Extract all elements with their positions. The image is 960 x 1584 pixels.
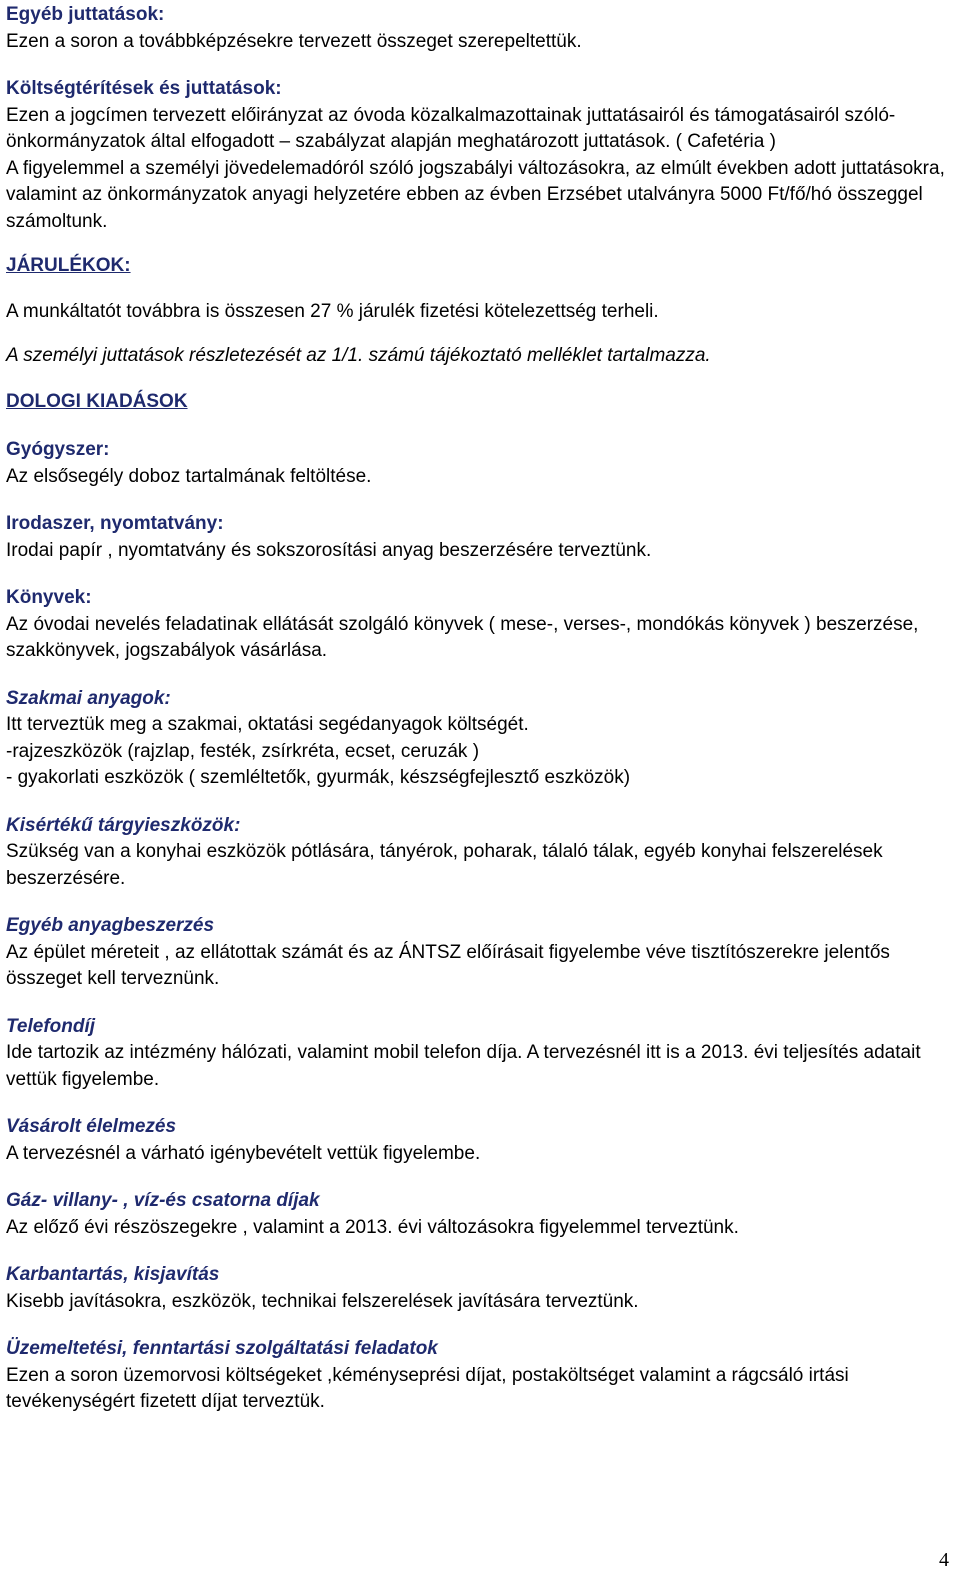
paragraph: Kisebb javításokra, eszközök, technikai felszerelések javítására terveztünk. xyxy=(6,1290,639,1312)
paragraph: Az óvodai nevelés feladatinak ellátását szolgáló könyvek ( mese-, verses-, mondókás könyvek ) beszerzése, szakkönyvek, jogszabályok vásárlása. xyxy=(6,613,919,661)
heading-dologi-kiadasok: DOLOGI KIADÁSOK xyxy=(6,390,188,412)
paragraph: Szükség van a konyhai eszközök pótlására, tányérok, poharak, tálaló tálak, egyéb konyhai felszerelések beszerzésére. xyxy=(6,841,883,889)
heading-koltsegteritesek: Költségtérítések és juttatások: xyxy=(6,78,282,99)
section-kisertek xyxy=(6,813,951,893)
heading-telefondij: Telefondíj xyxy=(6,1015,96,1037)
section-egyeb-anyagbeszerzes xyxy=(6,913,951,993)
section-jarulekok xyxy=(6,253,951,370)
page-number: 4 xyxy=(939,1549,949,1571)
paragraph: Ezen a jogcímen tervezett előirányzat az óvoda közalkalmazottainak juttatásairól és támogatásairól szóló- önkormányzatok által elfogadott – szabályzat alapján meghatározott juttatások. ( Cafetéria ) xyxy=(6,104,896,152)
section-dologi xyxy=(6,389,951,416)
heading-gaz-villany: Gáz- villany- , víz-és csatorna díjak xyxy=(6,1190,320,1211)
paragraph: A figyelemmel a személyi jövedelemadóról szóló jogszabályi változásokra, az elmúlt években adott juttatásokra, valamint az önkormányzatok anyagi helyzetére ebben az évben Erzsébet utalványra 5000 Ft/fő/hó összeggel számoltunk. xyxy=(6,157,945,232)
document-body xyxy=(6,2,951,1437)
heading-uzemeltetes: Üzemeltetési, fenntartási szolgáltatási feladatok xyxy=(6,1338,438,1359)
paragraph: - gyakorlati eszközök ( szemléltetők, gyurmák, készségfejlesztő eszközök) xyxy=(6,767,631,788)
section-koltsegteritesek xyxy=(6,76,951,235)
paragraph: Itt terveztük meg a szakmai, oktatási segédanyagok költségét. xyxy=(6,714,529,735)
paragraph: Irodai papír , nyomtatvány és sokszorosítási anyag beszerzésére terveztünk. xyxy=(6,539,652,561)
heading-kisertek: Kisértékű tárgyieszközök: xyxy=(6,814,241,836)
section-uzemeltetes xyxy=(6,1336,951,1416)
paragraph: Ezen a soron a továbbképzésekre tervezett összeget szerepeltettük. xyxy=(6,30,582,52)
heading-karbantartas: Karbantartás, kisjavítás xyxy=(6,1264,220,1285)
heading-konyvek: Könyvek: xyxy=(6,587,92,608)
heading-jarulekok: JÁRULÉKOK: xyxy=(6,255,131,276)
section-szakmai xyxy=(6,686,951,792)
paragraph: Ezen a soron üzemorvosi költségeket ,kéményseprési díjat, postaköltséget valamint a rágcsáló irtási tevékenységért fizetett díjat terveztük. xyxy=(6,1364,849,1412)
heading-egyeb-juttatasok: Egyéb juttatások: xyxy=(6,4,165,25)
heading-egyeb-anyagbeszerzes: Egyéb anyagbeszerzés xyxy=(6,915,215,936)
heading-szakmai-anyagok: Szakmai anyagok: xyxy=(6,687,171,709)
paragraph: Ide tartozik az intézmény hálózati, valamint mobil telefon díja. A tervezésnél itt is a 2013. évi teljesítés adatait vettük figyelembe. xyxy=(6,1042,921,1090)
heading-gyogyszer: Gyógyszer: xyxy=(6,439,110,460)
section-vasarolt-elelmezes xyxy=(6,1114,951,1167)
section-gyogyszer xyxy=(6,437,951,490)
paragraph: Az elsősegély doboz tartalmának feltöltése. xyxy=(6,465,372,487)
paragraph: Az előző évi részöszegekre , valamint a 2013. évi változásokra figyelemmel terveztünk. xyxy=(6,1216,739,1238)
paragraph-italic: A személyi juttatások részletezését az 1/1. számú tájékoztató melléklet tartalmazza. xyxy=(6,345,711,366)
section-egyeb-juttatasok xyxy=(6,2,951,55)
section-gaz-villany xyxy=(6,1188,951,1241)
paragraph: A munkáltatót továbbra is összesen 27 % járulék fizetési kötelezettség terheli. xyxy=(6,300,659,322)
section-irodaszer xyxy=(6,511,951,564)
section-telefondij xyxy=(6,1014,951,1094)
paragraph: -rajzeszközök (rajzlap, festék, zsírkréta, ecset, ceruzák ) xyxy=(6,740,480,762)
section-karbantartas xyxy=(6,1262,951,1315)
paragraph: A tervezésnél a várható igénybevételt vettük figyelembe. xyxy=(6,1142,481,1164)
heading-vasarolt-elelmezes: Vásárolt élelmezés xyxy=(6,1116,177,1137)
paragraph: Az épület méreteit , az ellátottak számát és az ÁNTSZ előírásait figyelembe véve tisztítószerekre jelentős összeget kell terveznünk. xyxy=(6,941,890,989)
heading-irodaszer: Irodaszer, nyomtatvány: xyxy=(6,513,224,534)
section-konyvek xyxy=(6,585,951,665)
